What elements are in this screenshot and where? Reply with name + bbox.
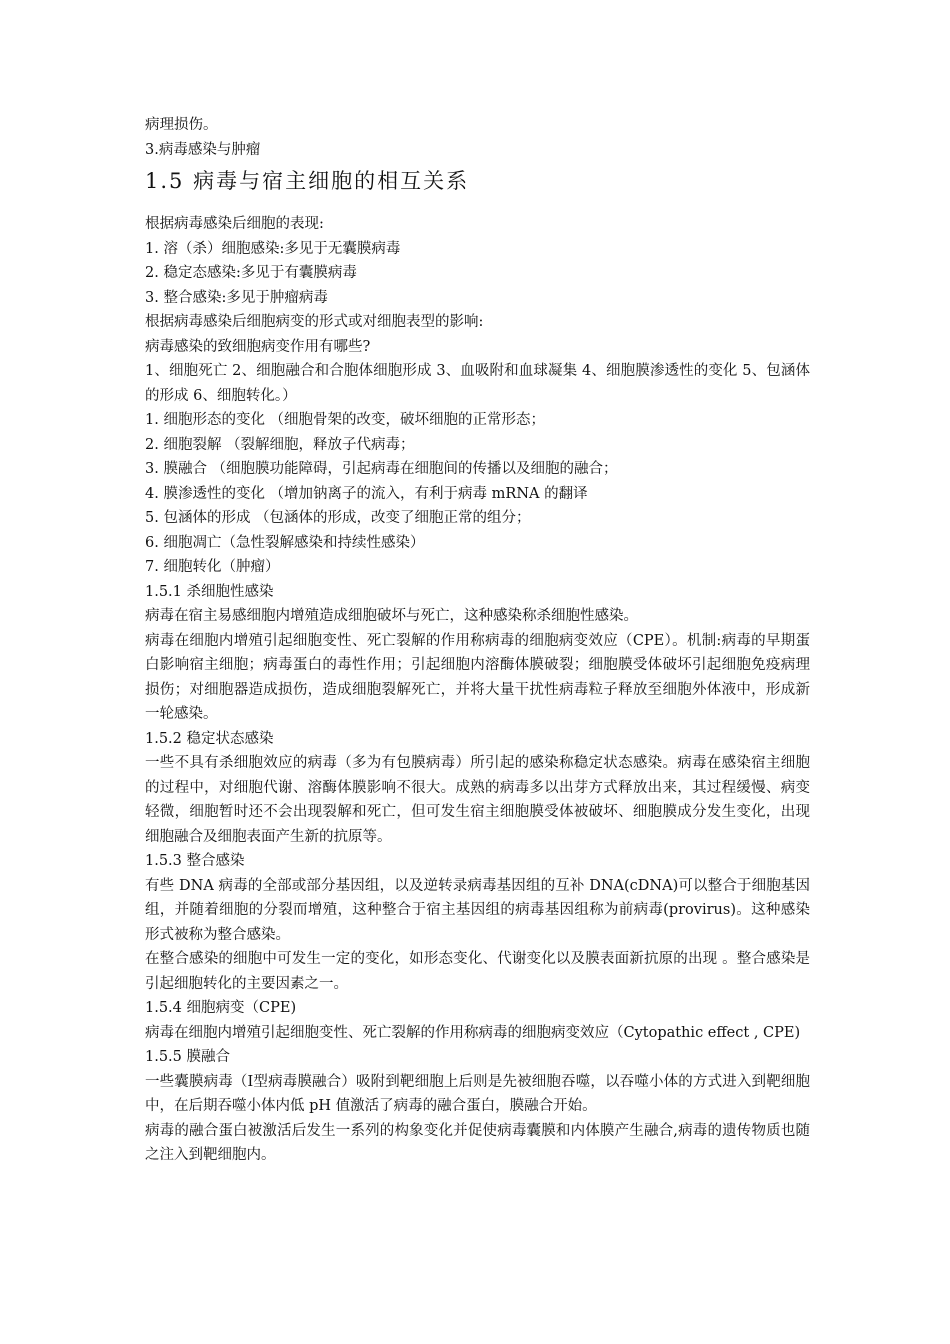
subheading: 1.5.1 杀细胞性感染	[145, 583, 274, 600]
document-page	[145, 113, 810, 1168]
paragraph: 病毒的融合蛋白被激活后发生一系列的构象变化并促使病毒囊膜和内体膜产生融合,病毒的遗传物质也随之注入到靶细胞内。	[145, 1122, 810, 1163]
text-line: 病毒感染的致细胞病变作用有哪些?	[145, 338, 371, 355]
paragraph: 有些 DNA 病毒的全部或部分基因组，以及逆转录病毒基因组的互补 DNA(cDNA)可以整合于细胞基因组，并随着细胞的分裂而增殖，这种整合于宿主基因组的病毒基因组称为前病毒(provirus)。这种感染形式被称为整合感染。	[145, 877, 810, 943]
text-line: 2. 稳定态感染:多见于有囊膜病毒	[145, 265, 357, 281]
section-heading: 1.5 病毒与宿主细胞的相互关系	[145, 169, 470, 193]
paragraph: 病毒在细胞内增殖引起细胞变性、死亡裂解的作用称病毒的细胞病变效应（Cytopathic effect , CPE)	[145, 1024, 801, 1041]
text-line: 根据病毒感染后细胞病变的形式或对细胞表型的影响:	[145, 314, 484, 330]
paragraph: 一些囊膜病毒（Ⅰ型病毒膜融合）吸附到靶细胞上后则是先被细胞吞噬，以吞噬小体的方式进入到靶细胞中，在后期吞噬小体内低 pH 值激活了病毒的融合蛋白，膜融合开始。	[145, 1073, 810, 1114]
list-item: 3. 膜融合 （细胞膜功能障碍，引起病毒在细胞间的传播以及细胞的融合；	[145, 461, 618, 477]
intro-line: 病理损伤。	[145, 117, 218, 133]
list-item: 4. 膜渗透性的变化 （增加钠离子的流入，有利于病毒 mRNA 的翻译	[145, 485, 588, 502]
list-item: 6. 细胞凋亡（急性裂解感染和持续性感染）	[145, 534, 425, 551]
paragraph: 一些不具有杀细胞效应的病毒（多为有包膜病毒）所引起的感染称稳定状态感染。病毒在感染宿主细胞的过程中，对细胞代谢、溶酶体膜影响不很大。成熟的病毒多以出芽方式释放出来，其过程缓慢、病变轻微，细胞暂时还不会出现裂解和死亡，但可发生宿主细胞膜受体被破坏、细胞膜成分发生变化，出现细胞融合及细胞表面产生新的抗原等。	[145, 755, 810, 845]
paragraph: 病毒在细胞内增殖引起细胞变性、死亡裂解的作用称病毒的细胞病变效应（CPE）。机制:病毒的早期蛋白影响宿主细胞；病毒蛋白的毒性作用；引起细胞内溶酶体膜破裂；细胞膜受体破坏引起细胞免疫病理损伤；对细胞器造成损伤，造成细胞裂解死亡，并将大量干扰性病毒粒子释放至细胞外体液中，形成新一轮感染。	[145, 632, 810, 722]
list-item: 5. 包涵体的形成 （包涵体的形成，改变了细胞正常的组分；	[145, 510, 531, 526]
list-item: 7. 细胞转化（肿瘤）	[145, 559, 280, 575]
list-item: 2. 细胞裂解 （裂解细胞，释放子代病毒；	[145, 436, 415, 453]
paragraph: 在整合感染的细胞中可发生一定的变化，如形态变化、代谢变化以及膜表面新抗原的出现 。整合感染是引起细胞转化的主要因素之一。	[145, 951, 810, 992]
intro-line: 3.病毒感染与肿瘤	[145, 141, 261, 158]
text-line: 3. 整合感染:多见于肿瘤病毒	[145, 289, 328, 306]
text-line: 根据病毒感染后细胞的表现:	[145, 216, 324, 232]
subheading: 1.5.4 细胞病变（CPE)	[145, 1000, 297, 1016]
paragraph: 病毒在宿主易感细胞内增殖造成细胞破坏与死亡，这种感染称杀细胞性感染。	[145, 608, 638, 624]
paragraph: 1、细胞死亡 2、细胞融合和合胞体细胞形成 3、血吸附和血球凝集 4、细胞膜渗透性的变化 5、包涵体的形成 6、细胞转化。）	[145, 363, 810, 404]
subheading: 1.5.2 稳定状态感染	[145, 730, 274, 747]
subheading: 1.5.3 整合感染	[145, 853, 245, 869]
list-item: 1. 细胞形态的变化 （细胞骨架的改变，破坏细胞的正常形态；	[145, 412, 546, 428]
subheading: 1.5.5 膜融合	[145, 1049, 231, 1065]
text-line: 1. 溶（杀）细胞感染:多见于无囊膜病毒	[145, 240, 401, 257]
